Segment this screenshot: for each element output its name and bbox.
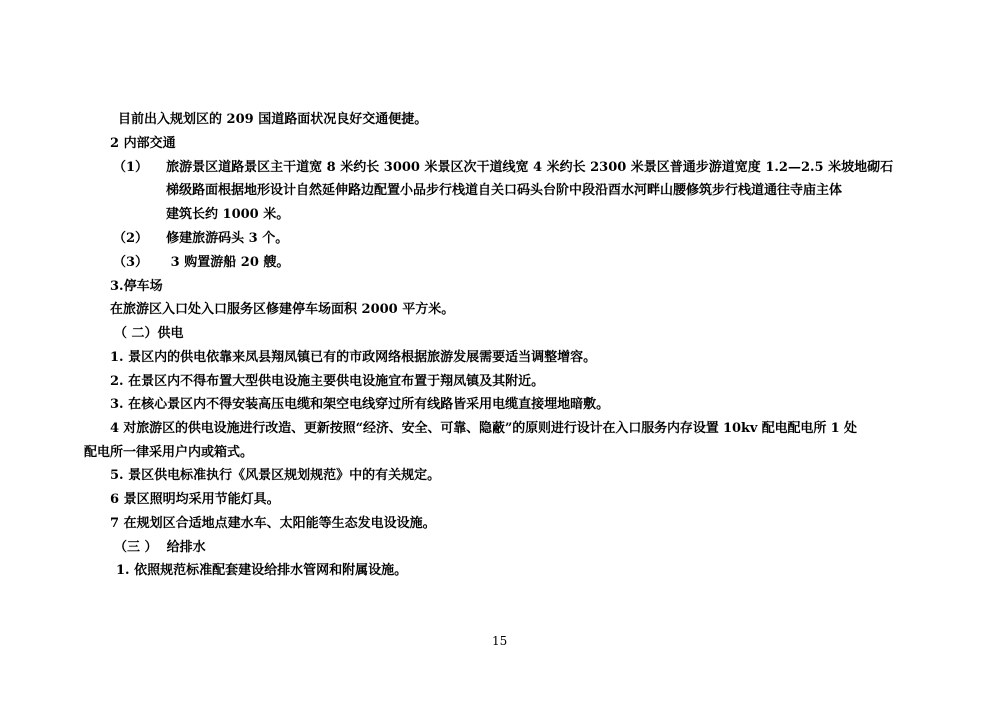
list-item: 6 景区照明均采用节能灯具。 — [110, 492, 280, 507]
list-item: 4 对旅游区的供电设施进行改造、更新按照“经济、安全、可靠、隐蔽”的原则进行设计在入口服务内存设置 10kv 配电配电所 1 处 — [110, 421, 857, 436]
list-item: （1） 旅游景区道路景区主干道宽 8 米约长 3000 米景区次干道线宽 4 米约长 2300 米景区普通步游道宽度 1.2—2.5 米坡地砌石 — [113, 160, 894, 175]
body-line: 配电所一律采用户内或箱式。 — [84, 445, 254, 460]
list-item: （3） 3 购置游船 20 艘。 — [113, 255, 290, 270]
section-heading: （三 ） 给排水 — [114, 540, 206, 555]
list-item: 5. 景区供电标准执行《风景区规划规范》中的有关规定。 — [110, 468, 441, 483]
list-item: 1. 景区内的供电依靠来凤县翔凤镇已有的市政网络根据旅游发展需要适当调整增容。 — [110, 350, 597, 365]
page-number: 15 — [492, 634, 508, 648]
body-line: 在旅游区入口处入口服务区修建停车场面积 2000 平方米。 — [110, 302, 455, 317]
body-line: 建筑长约 1000 米。 — [166, 207, 290, 222]
body-line: 梯级路面根据地形设计自然延伸路边配置小品步行栈道自关口码头台阶中段沿酉水河畔山腰修筑步行栈道通往寺庙主体 — [166, 183, 843, 198]
list-item: 3. 在核心景区内不得安装高压电缆和架空电线穿过所有线路皆采用电缆直接埋地暗敷。 — [110, 397, 610, 412]
body-line: 目前出入规划区的 209 国道路面状况良好交通便捷。 — [118, 112, 428, 127]
list-item: （2） 修建旅游码头 3 个。 — [113, 231, 289, 246]
section-heading: 3.停车场 — [110, 279, 163, 294]
list-item: 1. 依照规范标准配套建设给排水管网和附属设施。 — [116, 563, 408, 578]
section-heading: 2 内部交通 — [110, 136, 176, 151]
list-item: 2. 在景区内不得布置大型供电设施主要供电设施宜布置于翔凤镇及其附近。 — [110, 374, 545, 389]
list-item: 7 在规划区合适地点建水车、太阳能等生态发电设设施。 — [110, 516, 436, 531]
section-heading: （ 二）供电 — [114, 326, 184, 341]
